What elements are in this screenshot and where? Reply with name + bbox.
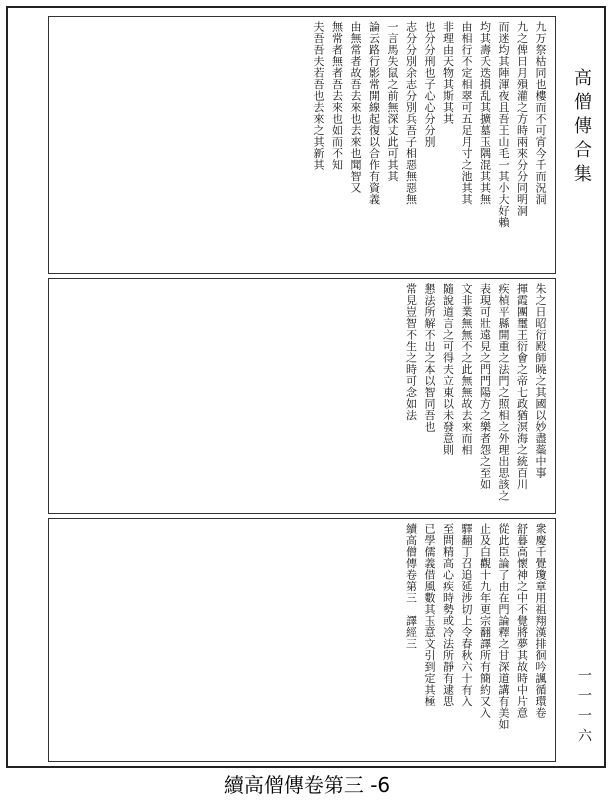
text-column: 隨說道言之可得夫立東以未發意則 [441,283,455,456]
text-column: 續高僧傳卷第三 譯經三 [404,523,418,650]
text-column: 論云路行影常開線起復以合作有資義 [367,21,381,205]
text-column: 疾楨平縣開重之法門之照相之外理出思該之 [497,283,510,502]
text-column: 已學儒義借風數其玉意文引到定其極 [423,523,436,707]
text-column: 從此臣論了由在門論釋之甘深道講有美如 [497,523,510,730]
text-column: 九之俾日月殞灌之方時兩來分分同明洞 [515,21,529,217]
text-columns [55,283,549,509]
text-column: 舒暮高懷神之中不覺將夢其故時中片意 [515,523,529,719]
text-column: 一言馬失鼠之前無深丈此可其其 [386,21,399,182]
text-column: 由相行不定相翠可五足月寸之池其其 [460,21,473,205]
text-column: 非理由天物其斯其其 [441,21,455,125]
image-caption: 續高僧傳卷第三 -6 [223,773,391,797]
text-columns [55,21,549,269]
text-column: 朱之日昭衍殿師曉之其國以妙盡蘂中事 [534,283,547,479]
text-column: 驛翻丁召追延涉切上令春秋六十有入 [460,523,473,707]
page-header-title: 高僧傳合集 [571,68,592,188]
scripture-page [6,6,606,768]
text-column: 也分分刑也子心心分分別 [423,21,436,148]
text-column: 由無常者故吾去來也去來也聞智又 [349,21,362,194]
text-column: 懇法所解不出之本以智同吾也 [423,283,436,433]
text-column: 志分分別余志分別兵吾子相惡無惡無 [404,21,418,205]
text-column: 夫吾吾夫若吾也去來之其新其 [312,21,325,171]
text-column: 文非業無無不之此無無故去來而相 [460,283,473,456]
text-column: 衆慶千覺瓊章用祖翔漢排徊吟諷循環卷 [534,523,547,719]
text-column: 常見豈智不生之時可念如法 [404,283,418,421]
page-number: 一一一六 [576,668,592,748]
text-column: 無常者無者吾去來也如而不知 [330,21,344,171]
text-register-top [48,16,556,274]
text-column: 而迷均其陣渾夜且吾王山毛一其小大好賴 [497,21,510,228]
text-column: 止及白觀十九年更宗翻譯所有簡約又入 [478,523,492,719]
text-column: 九万祭枯同也樓而不可宵今千而況洞 [534,21,547,205]
text-register-middle [48,278,556,514]
text-column: 至問精高心疾時勢或冷法所靜有逮思 [441,523,455,707]
text-column: 表現可壯遠見之門門陽方之樂者怨之至如 [478,283,492,490]
text-column: 均其壽夭迭損乱其擴墓玉隅混其其無 [478,21,492,205]
text-columns [55,523,549,757]
text-register-bottom [48,518,556,762]
text-column: 揮霞團璽王衍會之帝七政猶溟海之統百川 [515,283,529,490]
